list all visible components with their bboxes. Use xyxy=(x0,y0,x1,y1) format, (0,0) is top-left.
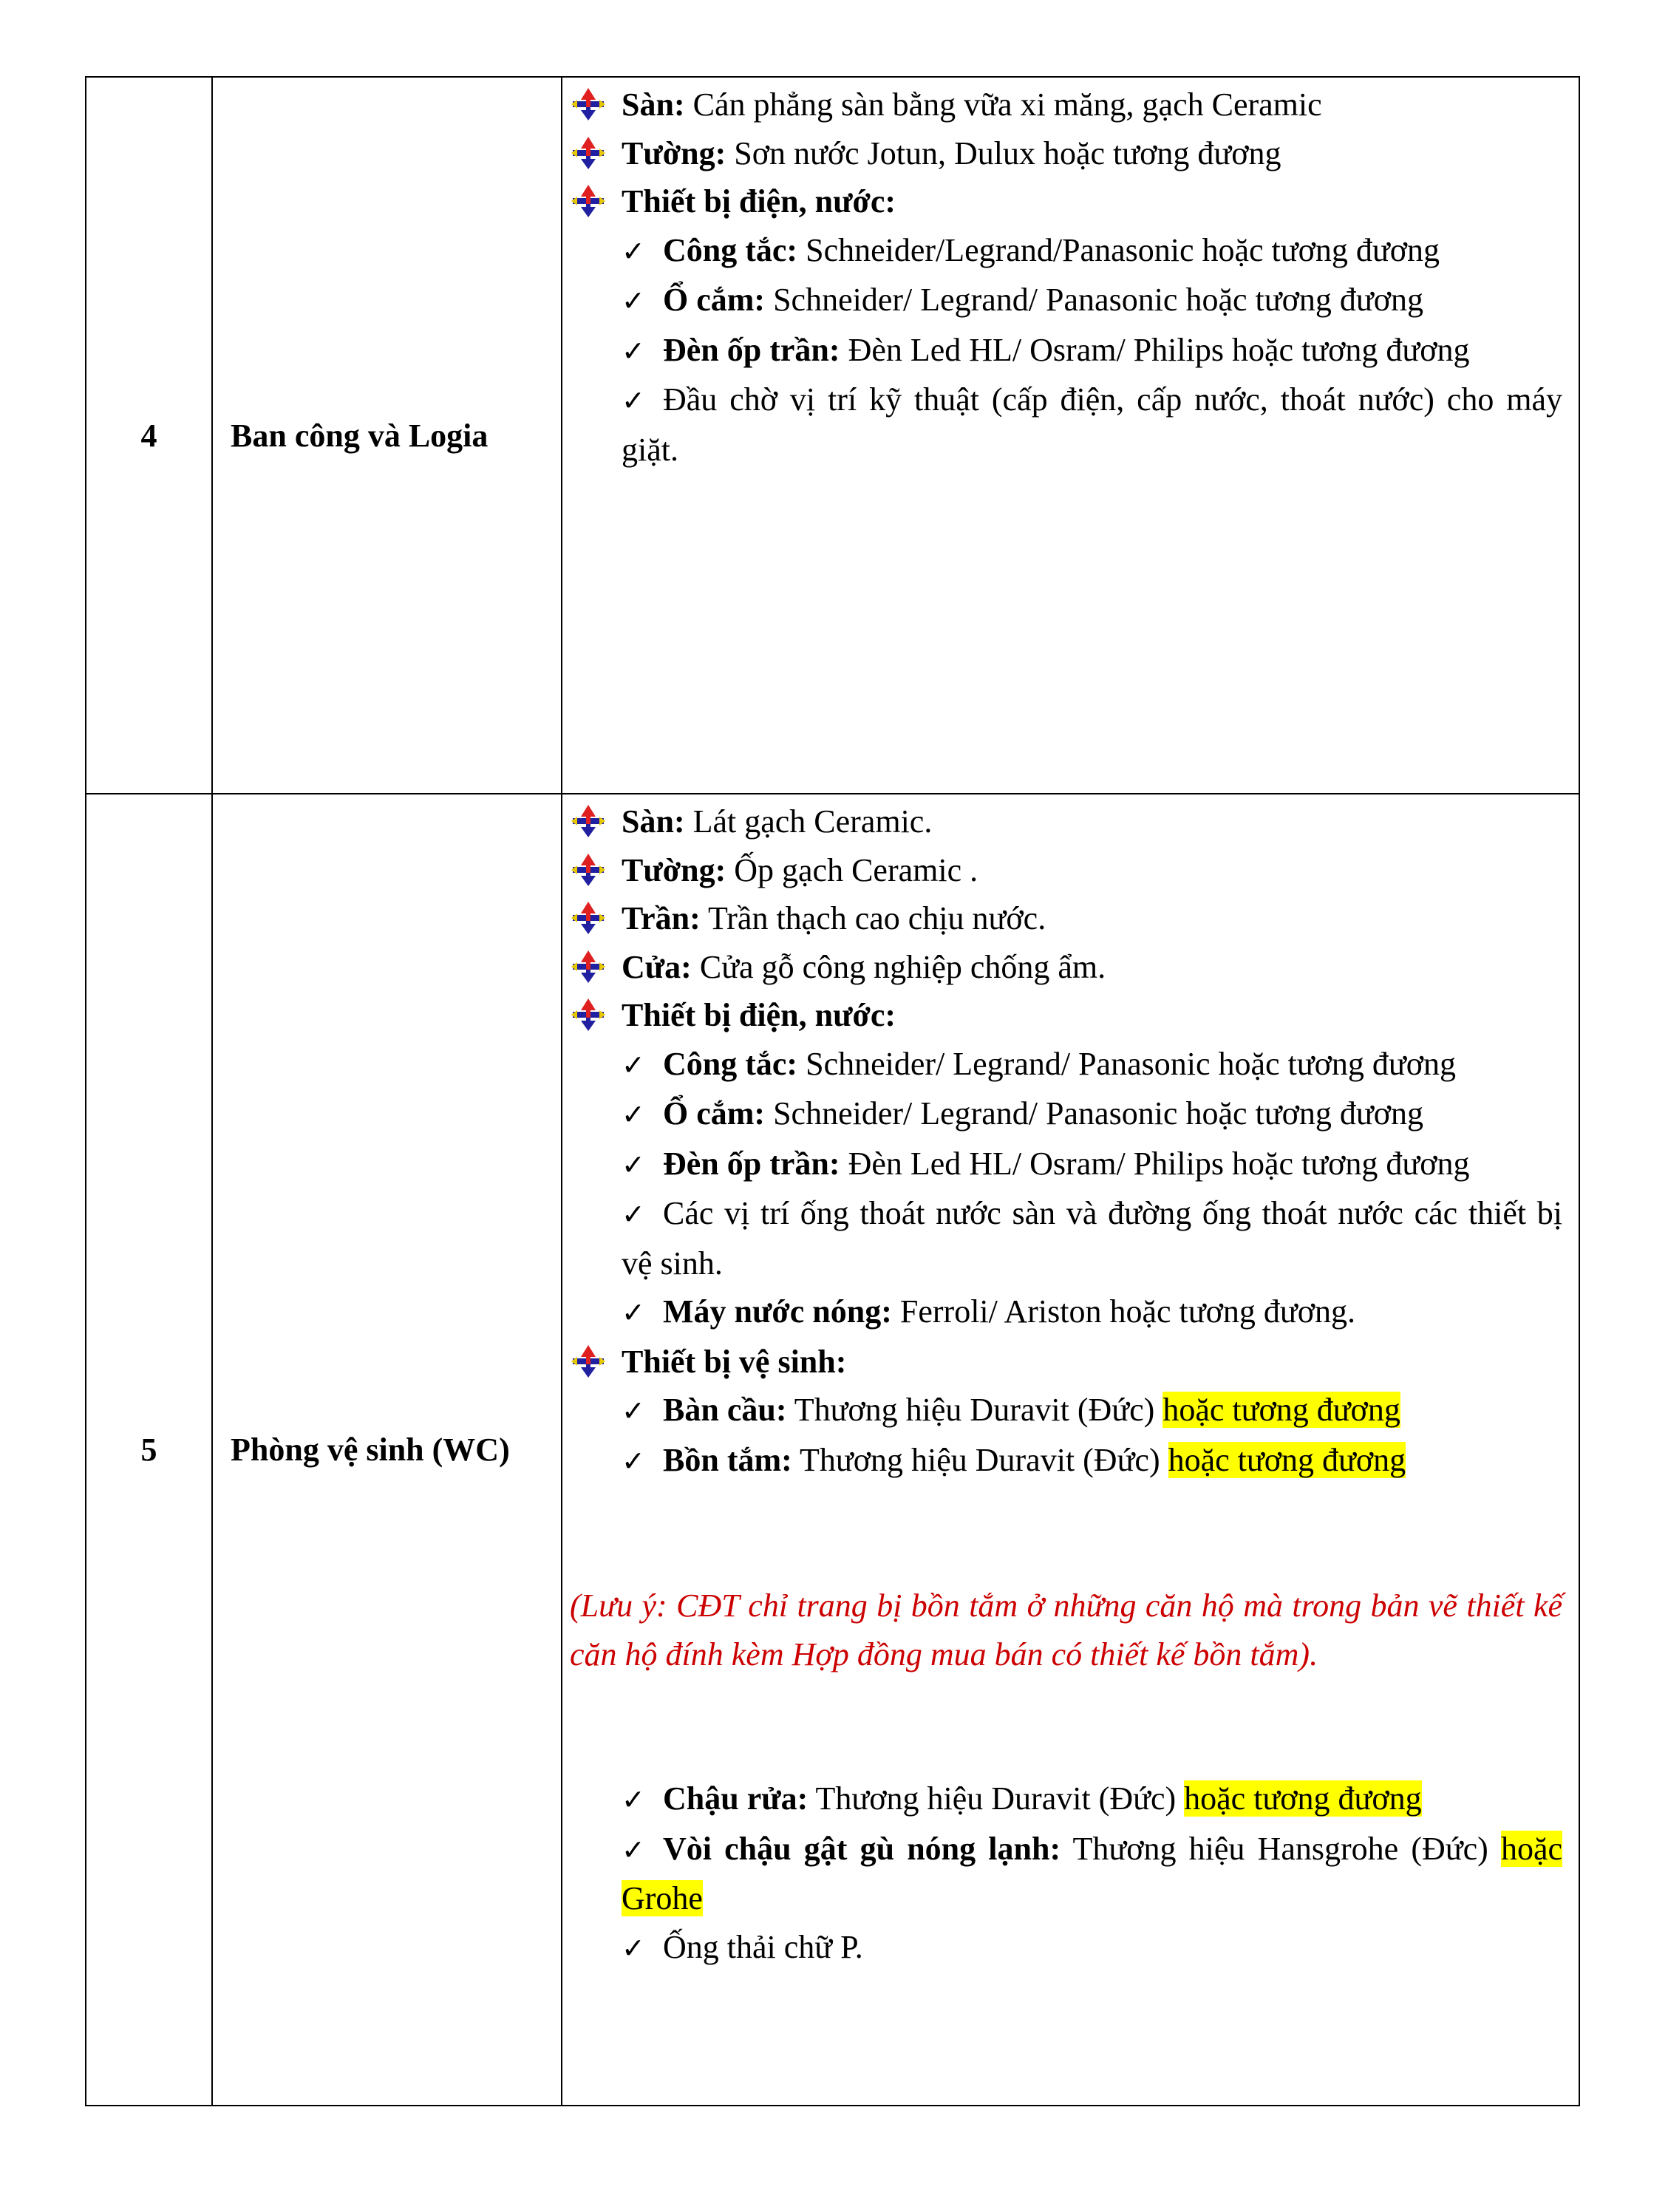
check-item xyxy=(570,1825,1562,1923)
spec-table xyxy=(85,76,1580,2106)
check-item xyxy=(570,326,1562,376)
item-text: Sơn nước Jotun, Dulux hoặc tương đương xyxy=(726,135,1281,171)
item-label: Máy nước nóng: xyxy=(663,1293,892,1330)
item-label: Trần: xyxy=(622,900,701,936)
arrow-bullet-icon xyxy=(570,1344,607,1381)
checkmark-icon: ✓ xyxy=(622,1198,645,1231)
item-label: Đèn ốp trần: xyxy=(663,1145,840,1182)
item-text: Lát gạch Ceramic. xyxy=(684,803,933,840)
arrow-bullet-icon xyxy=(570,803,607,840)
row-number: 5 xyxy=(86,794,212,2106)
checkmark-icon: ✓ xyxy=(622,384,645,417)
item-text: Đèn Led HL/ Osram/ Philips hoặc tương đương xyxy=(840,1145,1470,1182)
check-item xyxy=(570,1089,1562,1140)
item-label: Ổ cắm: xyxy=(663,282,766,318)
checkmark-icon: ✓ xyxy=(622,1395,645,1427)
checkmark-icon: ✓ xyxy=(622,334,645,367)
checkmark-icon: ✓ xyxy=(622,1296,645,1329)
item-label: Tường: xyxy=(622,851,726,888)
checkmark-icon: ✓ xyxy=(622,285,645,317)
list-item xyxy=(570,129,1562,178)
spec-description xyxy=(562,77,1579,794)
note-text: (Lưu ý: CĐT chỉ trang bị bồn tắm ở những căn hộ mà trong bản vẽ thiết kế căn hộ đính kèm Hợp đồng mua bán có thiết kế bồn tắm). xyxy=(570,1587,1562,1672)
list-item xyxy=(570,177,1562,226)
room-name: Phòng vệ sinh (WC) xyxy=(212,794,562,2106)
arrow-bullet-icon xyxy=(570,900,607,937)
highlighted-text: hoặc tương đương xyxy=(1184,1780,1422,1817)
check-item xyxy=(570,1386,1562,1436)
check-item xyxy=(570,1040,1562,1090)
item-text: Thương hiệu Duravit (Đức) xyxy=(792,1441,1168,1478)
item-text: Trần thạch cao chịu nước. xyxy=(700,900,1046,936)
item-text: Schneider/ Legrand/ Panasonic hoặc tương đương xyxy=(765,282,1423,318)
arrow-bullet-icon xyxy=(570,183,607,220)
check-item xyxy=(570,1436,1562,1486)
list-item xyxy=(570,1338,1562,1386)
item-label: Sàn: xyxy=(622,803,685,840)
item-label: Thiết bị điện, nước: xyxy=(622,997,896,1033)
check-item xyxy=(570,375,1562,474)
item-text: Schneider/ Legrand/ Panasonic hoặc tương đương xyxy=(765,1095,1423,1131)
item-label: Đèn ốp trần: xyxy=(663,331,840,368)
row-number: 4 xyxy=(86,77,212,794)
check-item xyxy=(570,1923,1562,1973)
list-item xyxy=(570,81,1562,129)
room-name: Ban công và Logia xyxy=(212,77,562,794)
check-item xyxy=(570,1287,1562,1338)
checkmark-icon: ✓ xyxy=(622,1048,645,1081)
check-item xyxy=(570,1774,1562,1825)
spec-description xyxy=(562,794,1579,2106)
checkmark-icon: ✓ xyxy=(622,1148,645,1181)
spacer xyxy=(570,1486,1562,1582)
item-label: Bàn cầu: xyxy=(663,1392,787,1428)
item-text: Thương hiệu Duravit (Đức) xyxy=(786,1392,1163,1428)
list-item xyxy=(570,991,1562,1040)
item-label: Công tắc: xyxy=(663,231,798,268)
list-item xyxy=(570,797,1562,846)
table-row xyxy=(86,794,1579,2106)
item-text: Ferroli/ Ariston hoặc tương đương. xyxy=(891,1293,1355,1330)
item-label: Ổ cắm: xyxy=(663,1095,766,1131)
checkmark-icon: ✓ xyxy=(622,1833,645,1866)
checkmark-icon: ✓ xyxy=(622,1098,645,1131)
check-item xyxy=(570,1140,1562,1190)
arrow-bullet-icon xyxy=(570,135,607,172)
item-label: Thiết bị điện, nước: xyxy=(622,183,896,220)
checkmark-icon: ✓ xyxy=(622,234,645,268)
item-text: Cửa gỗ công nghiệp chống ẩm. xyxy=(691,948,1106,985)
check-item xyxy=(570,1189,1562,1287)
item-label: Sàn: xyxy=(622,86,685,123)
highlighted-text: hoặc Grohe xyxy=(622,1830,1562,1916)
list-item xyxy=(570,846,1562,895)
check-item xyxy=(570,226,1562,276)
item-text: Các vị trí ống thoát nước sàn và đường ống thoát nước các thiết bị vệ sinh. xyxy=(622,1195,1562,1282)
spacer xyxy=(570,1678,1562,1774)
item-label: Bồn tắm: xyxy=(663,1441,792,1478)
arrow-bullet-icon xyxy=(570,997,607,1034)
arrow-bullet-icon xyxy=(570,86,607,123)
item-text: Schneider/ Legrand/ Panasonic hoặc tương đương xyxy=(797,1045,1456,1082)
list-item xyxy=(570,894,1562,943)
item-text: Đầu chờ vị trí kỹ thuật (cấp điện, cấp nước, thoát nước) cho máy giặt. xyxy=(622,381,1562,468)
item-text: Ống thải chữ P. xyxy=(663,1928,863,1965)
check-item xyxy=(570,276,1562,326)
item-text: Cán phẳng sàn bằng vữa xi măng, gạch Ceramic xyxy=(684,86,1322,123)
checkmark-icon: ✓ xyxy=(622,1783,645,1816)
highlighted-text: hoặc tương đương xyxy=(1168,1441,1406,1478)
item-label: Vòi chậu gật gù nóng lạnh: xyxy=(663,1830,1061,1867)
item-label: Chậu rửa: xyxy=(663,1780,809,1817)
list-item xyxy=(570,943,1562,992)
arrow-bullet-icon xyxy=(570,949,607,986)
checkmark-icon: ✓ xyxy=(622,1931,645,1964)
item-text: Thương hiệu Hansgrohe (Đức) xyxy=(1061,1830,1501,1867)
checkmark-icon: ✓ xyxy=(622,1444,645,1477)
item-text: Ốp gạch Ceramic . xyxy=(726,851,978,888)
table-row xyxy=(86,77,1579,794)
highlighted-text: hoặc tương đương xyxy=(1163,1392,1400,1428)
item-text: Thương hiệu Duravit (Đức) xyxy=(808,1780,1185,1817)
item-label: Công tắc: xyxy=(663,1045,798,1082)
item-text: Đèn Led HL/ Osram/ Philips hoặc tương đương xyxy=(840,331,1470,368)
item-label: Tường: xyxy=(622,135,726,171)
item-text: Schneider/Legrand/Panasonic hoặc tương đương xyxy=(797,231,1440,268)
item-label: Cửa: xyxy=(622,948,692,985)
arrow-bullet-icon xyxy=(570,852,607,889)
item-label: Thiết bị vệ sinh: xyxy=(622,1343,847,1380)
